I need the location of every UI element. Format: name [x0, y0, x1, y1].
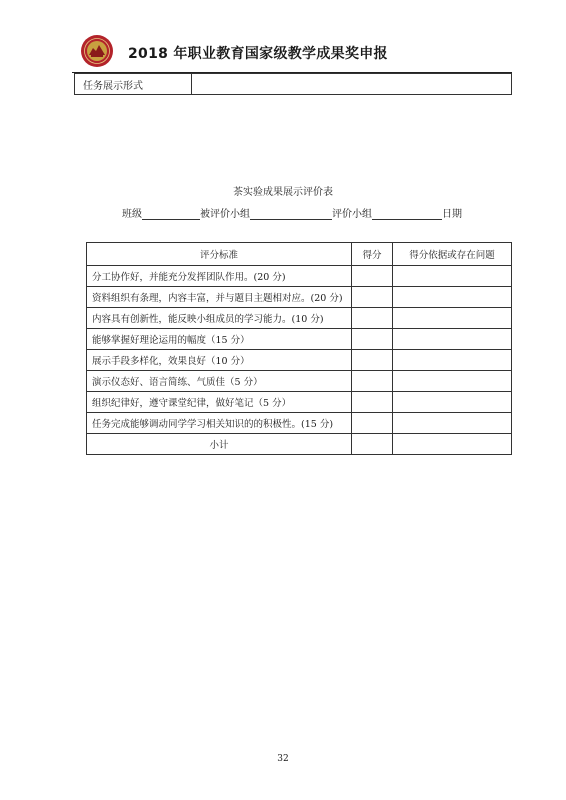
score-header: 得分: [352, 243, 393, 266]
notes-cell: [393, 287, 512, 308]
criterion-cell: 演示仪态好、语言简练、气质佳（5 分）: [87, 371, 352, 392]
form-title: 茶实验成果展示评价表: [233, 187, 333, 198]
table-row: [87, 371, 512, 392]
page-header: [72, 34, 512, 70]
notes-cell: [393, 266, 512, 287]
table-row: [87, 413, 512, 434]
class-label: 班级: [122, 209, 142, 220]
score-cell: [352, 308, 393, 329]
table-row: [87, 287, 512, 308]
table-row: [87, 266, 512, 287]
task-form-table: [74, 73, 512, 95]
score-cell: [352, 371, 393, 392]
score-cell: [352, 392, 393, 413]
notes-cell: [393, 329, 512, 350]
score-cell: [352, 287, 393, 308]
criterion-cell: 组织纪律好，遵守课堂纪律，做好笔记（5 分）: [87, 392, 352, 413]
class-blank: [142, 208, 200, 220]
evaluator-group-label: 评价小组: [332, 209, 372, 220]
score-cell: [352, 350, 393, 371]
table-row: [87, 392, 512, 413]
notes-cell: [393, 392, 512, 413]
date-label: 日期: [442, 209, 462, 220]
criterion-cell: 内容具有创新性，能反映小组成员的学习能力。(10 分): [87, 308, 352, 329]
notes-cell: [393, 371, 512, 392]
page-header-title: 2018 年职业教育国家级教学成果奖申报: [128, 46, 388, 62]
table-header-row: [87, 243, 512, 266]
table-row: [75, 74, 512, 95]
notes-cell: [393, 308, 512, 329]
criterion-cell: 分工协作好，并能充分发挥团队作用。(20 分): [87, 266, 352, 287]
notes-cell: [393, 413, 512, 434]
notes-cell: [393, 350, 512, 371]
evaluated-group-label: 被评价小组: [200, 209, 250, 220]
subtotal-notes-cell: [393, 434, 512, 455]
criterion-cell: 资料组织有条理，内容丰富，并与题目主题相对应。(20 分): [87, 287, 352, 308]
table-total-row: [87, 434, 512, 455]
score-cell: [352, 413, 393, 434]
table-row: [87, 329, 512, 350]
table-row: [87, 350, 512, 371]
table-row: [87, 308, 512, 329]
criterion-cell: 能够掌握好理论运用的幅度（15 分）: [87, 329, 352, 350]
subtotal-score-cell: [352, 434, 393, 455]
page-number: 32: [277, 754, 289, 764]
criteria-header: 评分标准: [87, 243, 352, 266]
criterion-cell: 展示手段多样化，效果良好（10 分）: [87, 350, 352, 371]
task-display-form-value: [192, 74, 512, 95]
score-cell: [352, 329, 393, 350]
notes-header: 得分依据或存在问题: [393, 243, 512, 266]
evaluated-group-blank: [250, 208, 332, 220]
score-cell: [352, 266, 393, 287]
evaluator-group-blank: [372, 208, 442, 220]
subtotal-label: 小计: [87, 434, 352, 455]
form-fields-line: [122, 205, 462, 220]
school-logo-icon: [80, 34, 114, 68]
evaluation-table: [86, 242, 512, 455]
task-display-form-label: 任务展示形式: [75, 74, 192, 95]
criterion-cell: 任务完成能够调动同学学习相关知识的的积极性。(15 分): [87, 413, 352, 434]
